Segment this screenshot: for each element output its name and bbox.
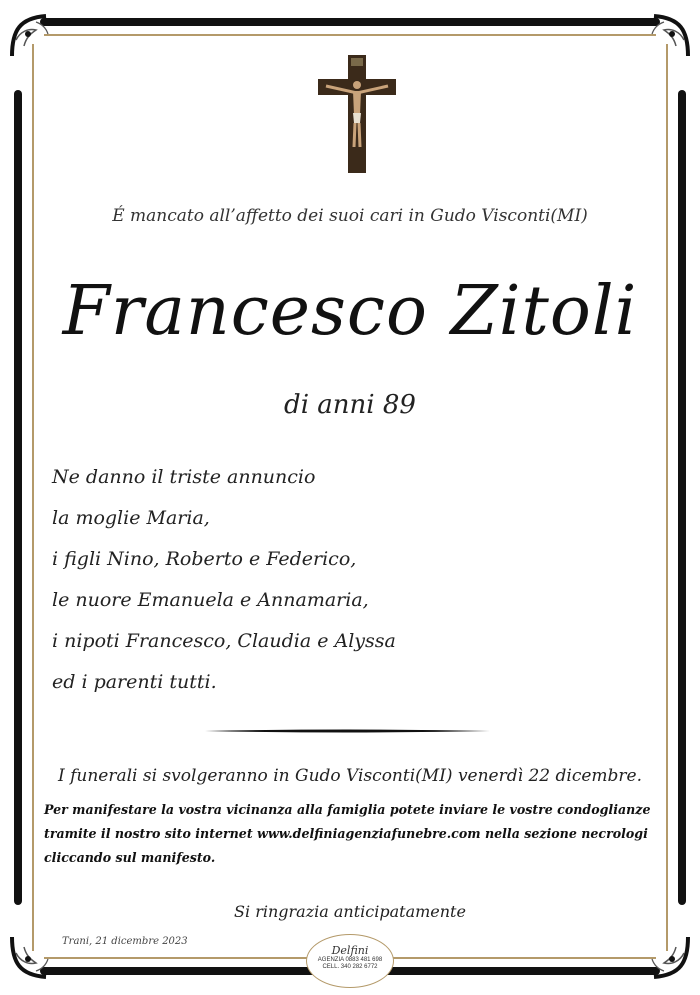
family-line: la moglie Maria,	[52, 507, 210, 529]
left-gold-line	[32, 44, 34, 951]
family-line: le nuore Emanuela e Annamaria,	[52, 589, 369, 611]
family-list	[52, 466, 396, 712]
corner-ornament-icon	[6, 10, 58, 62]
corner-ornament-icon	[6, 931, 58, 983]
condolence-notice	[44, 798, 660, 870]
thanks-text: Si ringrazia anticipatamente	[234, 902, 466, 921]
top-gold-line	[44, 34, 656, 36]
date-place: Trani, 21 dicembre 2023	[62, 936, 188, 947]
notice-line: cliccando sul manifesto.	[44, 850, 216, 865]
deceased-name: Francesco Zitoli	[62, 272, 638, 351]
family-line: Ne danno il triste annuncio	[52, 466, 316, 488]
family-line: i nipoti Francesco, Claudia e Alyssa	[52, 630, 396, 652]
family-line: i figli Nino, Roberto e Federico,	[52, 548, 357, 570]
crucifix-icon	[318, 55, 396, 173]
top-border	[40, 18, 660, 26]
right-gold-line	[666, 44, 668, 951]
notice-line: tramite il nostro sito internet www.delfiniagenziafunebre.com nella sezione necrologi	[44, 826, 648, 841]
agency-logo: Delfini	[331, 944, 369, 957]
agency-phone: AGENZIA 0883 481 698	[317, 957, 383, 963]
corner-ornament-icon	[642, 931, 694, 983]
divider-line	[205, 729, 490, 733]
agency-cell: CELL. 340 282 6772	[322, 964, 378, 970]
agency-seal	[306, 934, 394, 988]
funeral-info: I funerali si svolgeranno in Gudo Visconti(MI) venerdì 22 dicembre.	[57, 766, 642, 786]
corner-ornament-icon	[642, 10, 694, 62]
intro-text: É mancato all’affetto dei suoi cari in Gudo Visconti(MI)	[112, 206, 588, 226]
age-text: di anni 89	[284, 390, 416, 420]
notice-line: Per manifestare la vostra vicinanza alla famiglia potete inviare le vostre condoglianze	[44, 802, 651, 817]
family-line: ed i parenti tutti.	[52, 671, 217, 693]
